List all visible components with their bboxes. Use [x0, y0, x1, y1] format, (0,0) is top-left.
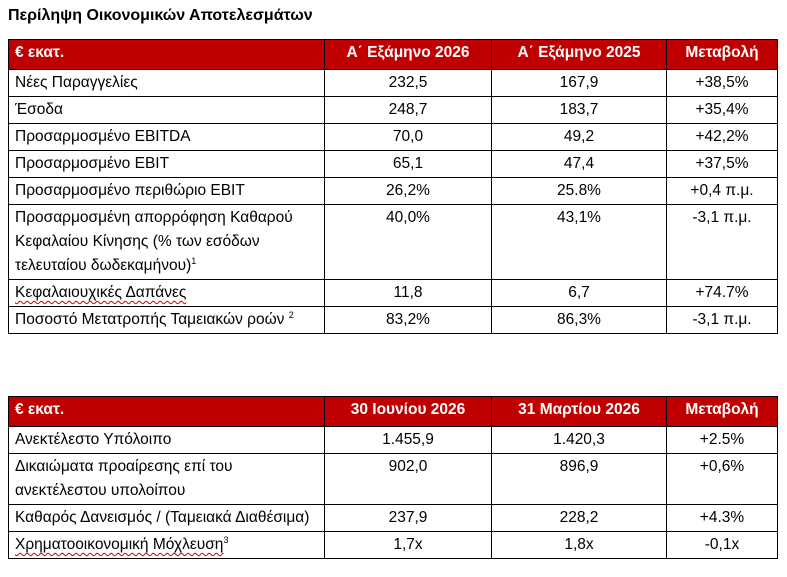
header-h1-2026: Α΄ Εξάμηνο 2026	[325, 40, 492, 70]
row-label: Ανεκτέλεστο Υπόλοιπο	[9, 427, 325, 454]
table-header-row	[9, 40, 778, 70]
value-change: -3,1 π.μ.	[667, 205, 778, 280]
table-row	[9, 280, 778, 307]
row-label: Προσαρμοσμένο EBITDA	[9, 124, 325, 151]
header-unit: € εκατ.	[9, 397, 325, 427]
row-label: Καθαρός Δανεισμός / (Ταμειακά Διαθέσιμα)	[9, 505, 325, 532]
results-table-half-year	[8, 39, 778, 334]
footnote-marker: 2	[288, 310, 294, 320]
header-h1-2025: Α΄ Εξάμηνο 2025	[492, 40, 667, 70]
value-previous: 896,9	[492, 454, 667, 505]
header-change: Μεταβολή	[667, 40, 778, 70]
row-label: Προσαρμοσμένη απορρόφηση Καθαρού Κεφαλαίου Κίνησης (% των εσόδων τελευταίου δωδεκαμήνου)	[15, 209, 293, 274]
value-change: +0,6%	[667, 454, 778, 505]
value-previous: 47,4	[492, 151, 667, 178]
value-change: -0,1x	[667, 532, 778, 559]
header-change: Μεταβολή	[667, 397, 778, 427]
value-previous: 228,2	[492, 505, 667, 532]
row-label: Προσαρμοσμένο περιθώριο EBIT	[9, 178, 325, 205]
value-previous: 183,7	[492, 97, 667, 124]
value-previous: 43,1%	[492, 205, 667, 280]
row-label: Ποσοστό Μετατροπής Ταμειακών ροών	[15, 311, 285, 328]
value-previous: 25.8%	[492, 178, 667, 205]
row-label-cell	[9, 307, 325, 334]
value-change: +42,2%	[667, 124, 778, 151]
value-change: +35,4%	[667, 97, 778, 124]
footnote-marker: 3	[223, 535, 229, 545]
row-label-cell	[9, 532, 325, 559]
value-previous: 1,8x	[492, 532, 667, 559]
table-row	[9, 70, 778, 97]
row-label: Δικαιώματα προαίρεσης επί του ανεκτέλεστου υπολοίπου	[9, 454, 325, 505]
value-previous: 6,7	[492, 280, 667, 307]
value-current: 11,8	[325, 280, 492, 307]
row-label: Χρηματοοικονομική Μόχλευση	[15, 536, 224, 553]
value-change: +4.3%	[667, 505, 778, 532]
table-row	[9, 205, 778, 280]
row-label: Κεφαλαιουχικές Δαπάνες	[15, 284, 187, 301]
table-row	[9, 97, 778, 124]
value-current: 26,2%	[325, 178, 492, 205]
value-change: +38,5%	[667, 70, 778, 97]
value-previous: 1.420,3	[492, 427, 667, 454]
header-june-2026: 30 Ιουνίου 2026	[325, 397, 492, 427]
row-label-cell	[9, 205, 325, 280]
table-row	[9, 532, 778, 559]
value-current: 237,9	[325, 505, 492, 532]
row-label: Νέες Παραγγελίες	[9, 70, 325, 97]
row-label-cell	[9, 280, 325, 307]
table-row	[9, 505, 778, 532]
footnote-marker: 1	[191, 256, 197, 266]
table-row	[9, 151, 778, 178]
document-title: Περίληψη Οικονομικών Αποτελεσμάτων	[8, 7, 313, 24]
header-unit: € εκατ.	[9, 40, 325, 70]
value-current: 83,2%	[325, 307, 492, 334]
results-table-balance	[8, 396, 778, 559]
value-current: 902,0	[325, 454, 492, 505]
table-row	[9, 454, 778, 505]
value-current: 65,1	[325, 151, 492, 178]
table-row	[9, 124, 778, 151]
table-row	[9, 178, 778, 205]
header-march-2026: 31 Μαρτίου 2026	[492, 397, 667, 427]
value-current: 40,0%	[325, 205, 492, 280]
value-change: +2.5%	[667, 427, 778, 454]
table-header-row	[9, 397, 778, 427]
value-previous: 86,3%	[492, 307, 667, 334]
value-previous: 167,9	[492, 70, 667, 97]
value-current: 232,5	[325, 70, 492, 97]
row-label: Προσαρμοσμένο EBIT	[9, 151, 325, 178]
value-previous: 49,2	[492, 124, 667, 151]
value-change: +74.7%	[667, 280, 778, 307]
value-current: 70,0	[325, 124, 492, 151]
value-current: 1.455,9	[325, 427, 492, 454]
value-change: +37,5%	[667, 151, 778, 178]
row-label: Έσοδα	[9, 97, 325, 124]
value-current: 248,7	[325, 97, 492, 124]
table-row	[9, 427, 778, 454]
table-row	[9, 307, 778, 334]
value-current: 1,7x	[325, 532, 492, 559]
value-change: -3,1 π.μ.	[667, 307, 778, 334]
value-change: +0,4 π.μ.	[667, 178, 778, 205]
